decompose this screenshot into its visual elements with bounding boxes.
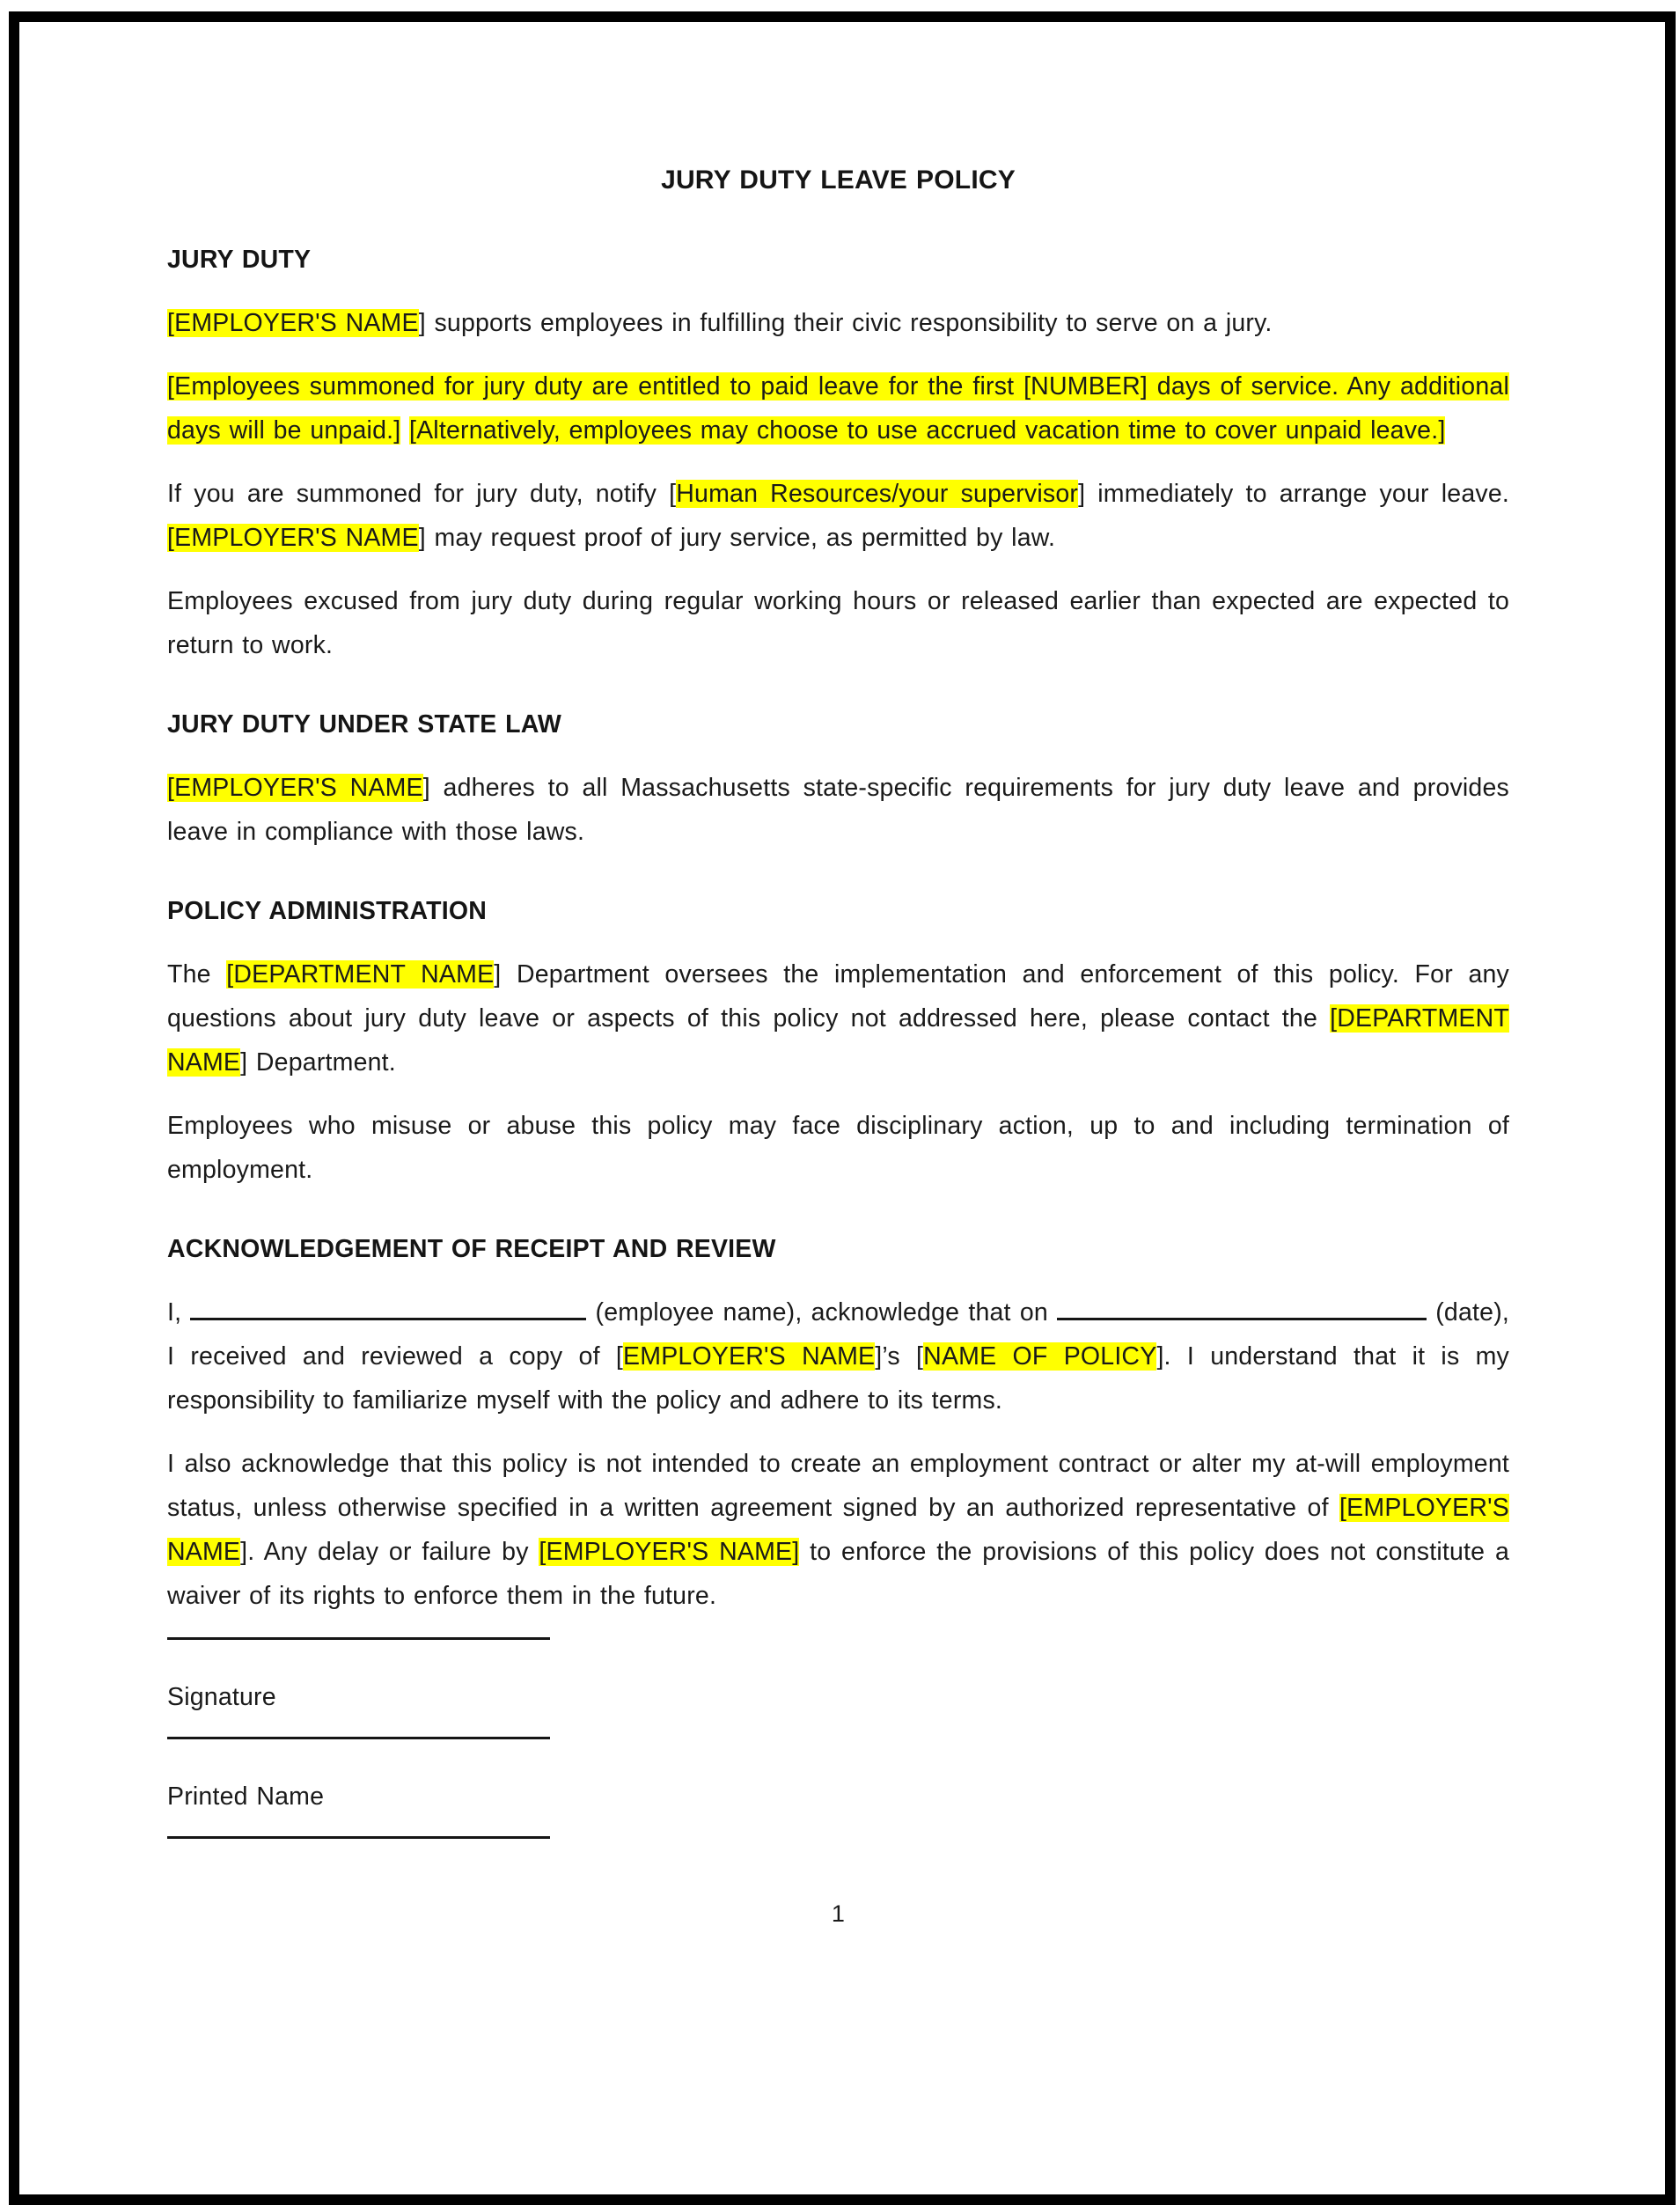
signature-line <box>167 1637 550 1640</box>
text-run: ]. I understand that it is my responsibility to familiarize myself with the policy and adhere to its terms. <box>167 1342 1510 1415</box>
page-number: 1 <box>831 1900 846 1927</box>
blank-line <box>1057 1299 1427 1320</box>
paragraph <box>167 1290 1509 1422</box>
highlighted-placeholder: Human Resources/your supervisor <box>676 480 1079 508</box>
text-run: ]. Any delay or failure by <box>240 1538 539 1566</box>
text-run: If you are summoned for jury duty, notify [ <box>167 480 677 508</box>
highlighted-placeholder: NAME OF POLICY <box>923 1342 1157 1371</box>
text-run: (date), I received and reviewed a copy of [ <box>167 1298 1509 1371</box>
highlighted-placeholder: [Alternatively, employees may choose to use accrued vacation time to cover unpaid leave.] <box>408 416 1446 445</box>
date-line <box>167 1836 550 1839</box>
highlighted-placeholder: [EMPLOYER'S NAME <box>167 524 419 552</box>
section-heading-jury-duty: JURY DUTY <box>167 246 312 274</box>
blank-line <box>190 1299 586 1320</box>
paragraph <box>167 1442 1509 1618</box>
section-heading-policy-administration: POLICY ADMINISTRATION <box>167 897 488 925</box>
text-run: ] adheres to all Massachusetts state-specific requirements for jury duty leave and provides leave in compliance with those laws. <box>167 774 1509 846</box>
section-heading-state-law: JURY DUTY UNDER STATE LAW <box>167 710 562 739</box>
text-run: ] Department oversees the implementation and enforcement of this policy. For any questions about jury duty leave or aspects of this policy not addressed here, please contact the <box>167 960 1509 1033</box>
paragraph <box>167 472 1509 560</box>
text-run: (employee name), acknowledge that on <box>586 1298 1058 1327</box>
text-run: ]’s [ <box>875 1342 924 1371</box>
section-jury-duty-under-state-law <box>167 702 1509 854</box>
text-run: to enforce the provisions of this policy does not constitute a waiver of its rights to enforce them in the future. <box>167 1538 1510 1610</box>
paragraph <box>167 364 1509 452</box>
text-run: ] supports employees in fulfilling their civic responsibility to serve on a jury. <box>418 309 1273 337</box>
text-run: ] immediately to arrange your leave. <box>1078 480 1509 508</box>
paragraph <box>167 952 1509 1084</box>
signature-block <box>167 1637 1509 1839</box>
highlighted-placeholder: [Employees summoned for jury duty are entitled to paid leave for the first [NUMBER] days of service. Any additional days will be unpaid.] <box>167 372 1509 445</box>
text-run: ] may request proof of jury service, as permitted by law. <box>418 524 1056 552</box>
signature-label: Signature <box>167 1683 276 1711</box>
text-run: Employees excused from jury duty during regular working hours or released earlier than expected are expected to return to work. <box>167 587 1509 659</box>
paragraph <box>167 766 1509 854</box>
highlighted-placeholder: [EMPLOYER'S NAME] <box>539 1538 800 1566</box>
text-run: ] Department. <box>240 1048 396 1077</box>
paragraph <box>167 301 1509 345</box>
highlighted-placeholder: [EMPLOYER'S NAME <box>167 1494 1509 1566</box>
section-jury-duty <box>167 238 1509 667</box>
text-run: I, <box>167 1298 191 1327</box>
section-policy-administration <box>167 889 1509 1192</box>
paragraph <box>167 1104 1509 1192</box>
text-run: The <box>167 960 227 989</box>
text-run: Employees who misuse or abuse this policy may face disciplinary action, up to and including termination of employment. <box>167 1112 1509 1184</box>
section-heading-acknowledgement: ACKNOWLEDGEMENT OF RECEIPT AND REVIEW <box>167 1235 776 1263</box>
highlighted-placeholder: [DEPARTMENT NAME <box>167 1004 1509 1077</box>
paragraph <box>167 579 1509 667</box>
highlighted-placeholder: [EMPLOYER'S NAME <box>167 309 419 337</box>
printed-name-line <box>167 1737 550 1739</box>
highlighted-placeholder: [DEPARTMENT NAME <box>226 960 495 989</box>
section-acknowledgement <box>167 1227 1509 1618</box>
document-title: JURY DUTY LEAVE POLICY <box>661 165 1016 195</box>
printed-name-label: Printed Name <box>167 1782 325 1811</box>
highlighted-placeholder: [EMPLOYER'S NAME <box>167 774 423 802</box>
highlighted-placeholder: EMPLOYER'S NAME <box>623 1342 876 1371</box>
text-run: I also acknowledge that this policy is not intended to create an employment contract or alter my at-will employment status, unless otherwise specified in a written agreement signed by an authorized representative of <box>167 1450 1509 1522</box>
text-run <box>400 416 409 445</box>
